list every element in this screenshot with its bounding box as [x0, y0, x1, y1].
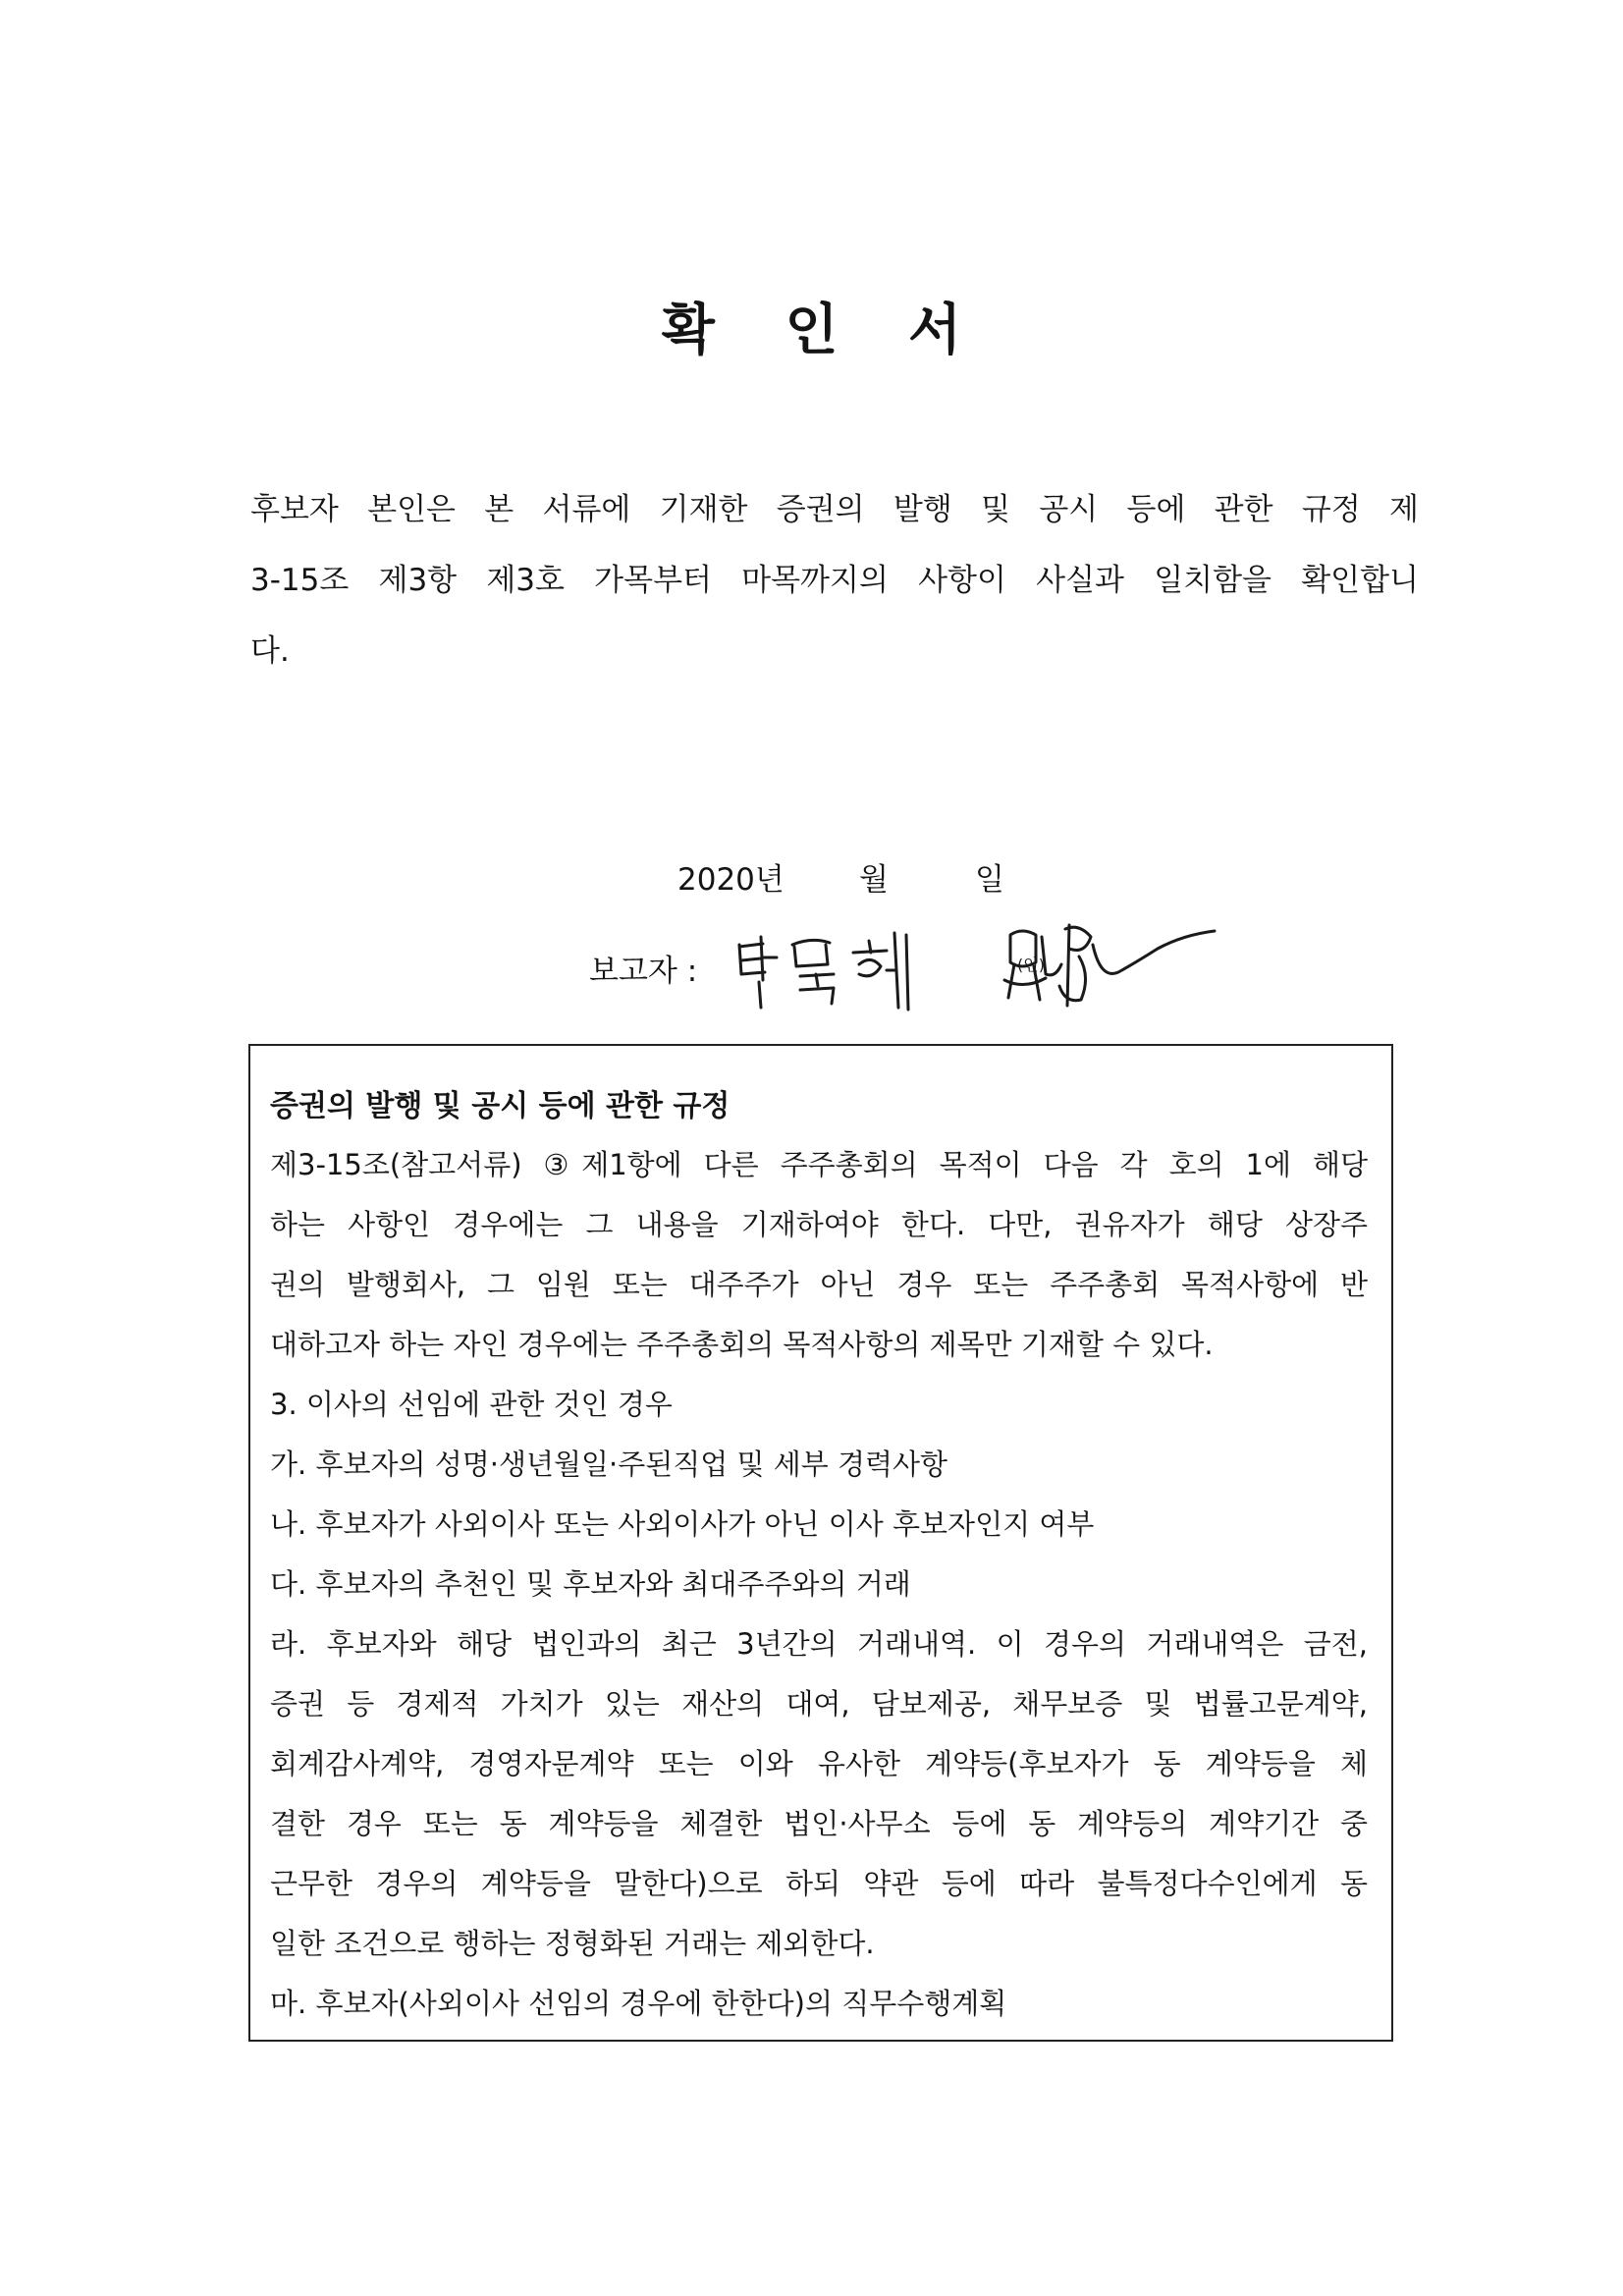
regulation-title: 증권의 발행 및 공시 등에 관한 규정: [270, 1089, 730, 1123]
statement-line: 다.: [250, 633, 290, 669]
date-month-label: 월: [859, 862, 889, 898]
seal-mark-text: (인): [1017, 956, 1045, 974]
regulation-line: 가. 후보자의 성명·생년월일·주된직업 및 세부 경력사항: [270, 1448, 948, 1481]
reporter-label: 보고자 :: [589, 954, 698, 989]
regulation-line: 라. 후보자와 해당 법인과의 최근 3년간의 거래내역. 이 경우의 거래내역은 금전,: [270, 1627, 1368, 1661]
regulation-line: 일한 조건으로 행하는 정형화된 거래는 제외한다.: [270, 1927, 875, 1960]
date-day-label: 일: [974, 862, 1004, 898]
regulation-line: 증권 등 경제적 가치가 있는 재산의 대여, 담보제공, 채무보증 및 법률고문계약,: [270, 1687, 1368, 1721]
regulation-line: 하는 사항인 경우에는 그 내용을 기재하여야 한다. 다만, 권유자가 해당 상장주: [270, 1208, 1368, 1241]
regulation-box: [248, 1044, 1393, 2042]
statement-line: 3-15조 제3항 제3호 가목부터 마목까지의 사항이 사실과 일치함을 확인합니: [250, 563, 1419, 598]
regulation-line: 결한 경우 또는 동 계약등을 체결한 법인·사무소 등에 동 계약등의 계약기간 중: [270, 1807, 1368, 1840]
regulation-line: 다. 후보자의 추천인 및 후보자와 최대주주와의 거래: [270, 1567, 911, 1601]
statement-line: 후보자 본인은 본 서류에 기재한 증권의 발행 및 공시 등에 관한 규정 제: [250, 492, 1419, 527]
regulation-line: 마. 후보자(사외이사 선임의 경우에 한한다)의 직무수행계획: [270, 1987, 1007, 2020]
document-title: 확 인 서: [661, 299, 988, 362]
regulation-line: 3. 이사의 선임에 관한 것인 경우: [270, 1388, 673, 1421]
handwritten-name-signature: [731, 923, 918, 1011]
signature-seal: [997, 915, 1222, 1013]
regulation-line: 회계감사계약, 경영자문계약 또는 이와 유사한 계약등(후보자가 동 계약등을 체: [270, 1747, 1368, 1780]
regulation-line: 나. 후보자가 사외이사 또는 사외이사가 아닌 이사 후보자인지 여부: [270, 1507, 1095, 1541]
regulation-line: 권의 발행회사, 그 임원 또는 대주주가 아닌 경우 또는 주주총회 목적사항에 반: [270, 1268, 1368, 1301]
date-year: 2020년: [677, 862, 784, 898]
date-line: [677, 854, 1004, 899]
regulation-line: 근무한 경우의 계약등을 말한다)으로 하되 약관 등에 따라 불특정다수인에게 동: [270, 1867, 1368, 1900]
regulation-line: 제3-15조(참고서류) ③제1항에 다른 주주총회의 목적이 다음 각 호의 1에 해당: [270, 1148, 1368, 1181]
regulation-line: 대하고자 하는 자인 경우에는 주주총회의 목적사항의 제목만 기재할 수 있다.: [270, 1328, 1214, 1361]
